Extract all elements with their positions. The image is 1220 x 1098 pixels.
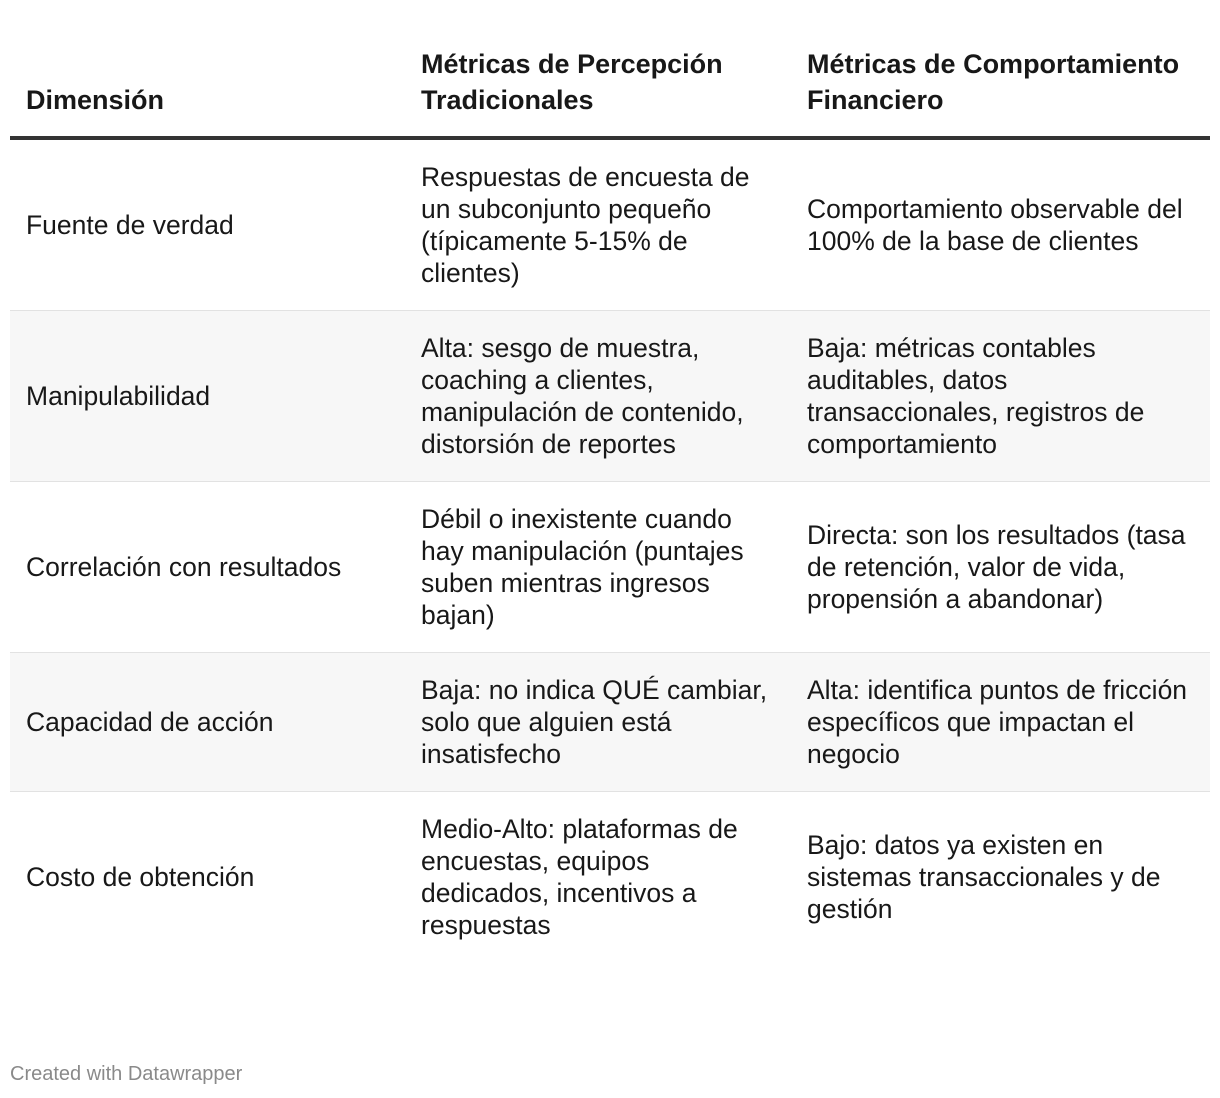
table-row — [10, 792, 1210, 963]
table-row — [10, 311, 1210, 482]
datawrapper-credit: Created with Datawrapper — [10, 1063, 243, 1085]
data-table-container — [10, 42, 1210, 962]
table-cell-perception: Débil o inexistente cuando hay manipulación (puntajes suben mientras ingresos bajan) — [405, 482, 791, 653]
header-row — [10, 42, 1210, 138]
table-cell-financial: Directa: son los resultados (tasa de retención, valor de vida, propensión a abandonar) — [791, 482, 1210, 653]
table-header — [10, 42, 1210, 138]
column-header-dimension: Dimensión — [10, 42, 405, 138]
table-cell-dimension: Capacidad de acción — [10, 653, 405, 792]
table-cell-perception: Alta: sesgo de muestra, coaching a clientes, manipulación de contenido, distorsión de reportes — [405, 311, 791, 482]
table-cell-financial: Baja: métricas contables auditables, datos transaccionales, registros de comportamiento — [791, 311, 1210, 482]
table-cell-financial: Bajo: datos ya existen en sistemas transaccionales y de gestión — [807, 830, 1161, 924]
column-header-financial-behavior-metrics: Métricas de Comportamiento Financiero — [791, 42, 1210, 138]
table-cell-financial: Alta: identifica puntos de fricción específicos que impactan el negocio — [791, 653, 1210, 792]
table-cell-perception: Medio-Alto: plataformas de encuestas, equipos dedicados, incentivos a respuestas — [421, 814, 738, 940]
table-row — [10, 653, 1210, 792]
table-cell-perception: Respuestas de encuesta de un subconjunto pequeño (típicamente 5-15% de clientes) — [405, 138, 791, 311]
data-table — [10, 42, 1210, 962]
column-header-perception-metrics: Métricas de Percepción Tradicionales — [405, 42, 791, 138]
table-row — [10, 138, 1210, 311]
table-cell-dimension: Fuente de verdad — [10, 138, 405, 311]
table-cell-financial: Comportamiento observable del 100% de la base de clientes — [791, 138, 1210, 311]
table-cell-perception: Baja: no indica QUÉ cambiar, solo que alguien está insatisfecho — [405, 653, 791, 792]
table-row — [10, 482, 1210, 653]
table-cell-dimension: Costo de obtención — [26, 862, 255, 892]
table-cell-dimension: Manipulabilidad — [10, 311, 405, 482]
table-body — [10, 138, 1210, 962]
table-cell-dimension: Correlación con resultados — [10, 482, 405, 653]
